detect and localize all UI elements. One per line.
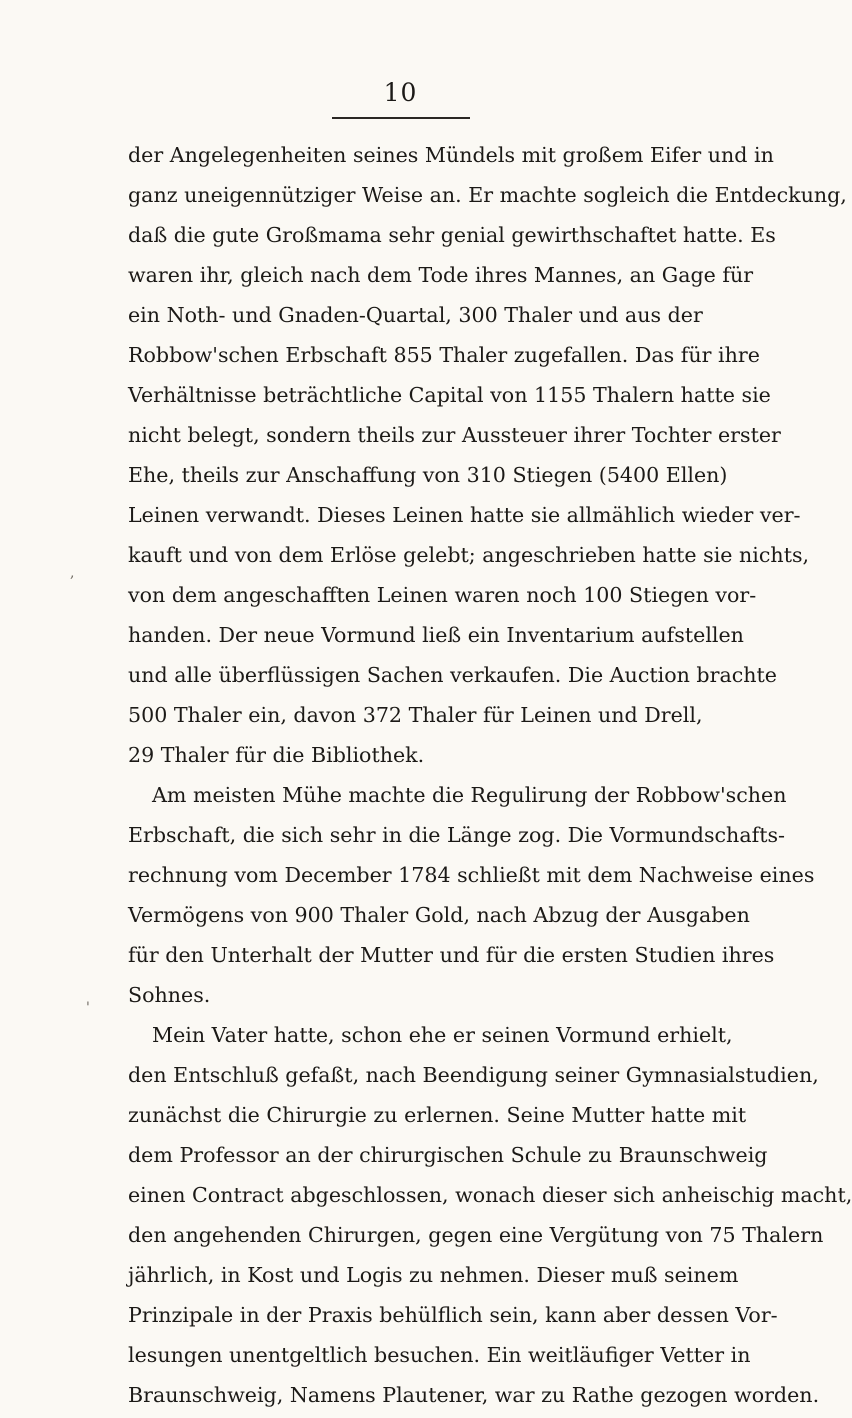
text-line: Ehe, theils zur Anschaffung von 310 Stiegen (5400 Ellen) <box>128 463 728 487</box>
text-line: jährlich, in Kost und Logis zu nehmen. Dieser muß seinem <box>128 1263 739 1287</box>
text-line: zunächst die Chirurgie zu erlernen. Seine Mutter hatte mit <box>128 1103 747 1127</box>
text-line: der Angelegenheiten seines Mündels mit großem Eifer und in <box>128 143 774 167</box>
text-line: von dem angeschafften Leinen waren noch 100 Stiegen vor- <box>128 583 757 607</box>
text-line: Sohnes. <box>128 983 211 1007</box>
text-line: Erbschaft, die sich sehr in die Länge zog. Die Vormundschafts- <box>128 823 786 847</box>
text-line: Mein Vater hatte, schon ehe er seinen Vormund erhielt, <box>152 1023 733 1047</box>
margin-speck: ' <box>86 1000 90 1016</box>
body-text <box>128 135 852 1415</box>
page-number: 10 <box>383 78 418 107</box>
text-line: 500 Thaler ein, davon 372 Thaler für Leinen und Drell, <box>128 703 703 727</box>
text-line: ganz uneigennütziger Weise an. Er machte sogleich die Entdeckung, <box>128 183 847 207</box>
text-line: Braunschweig, Namens Plautener, war zu Rathe gezogen worden. <box>128 1383 820 1407</box>
text-line: den angehenden Chirurgen, gegen eine Vergütung von 75 Thalern <box>128 1223 824 1247</box>
text-line: rechnung vom December 1784 schließt mit dem Nachweise eines <box>128 863 815 887</box>
header-rule <box>332 117 470 119</box>
text-line: den Entschluß gefaßt, nach Beendigung seiner Gymnasialstudien, <box>128 1063 819 1087</box>
text-line: waren ihr, gleich nach dem Tode ihres Mannes, an Gage für <box>128 263 754 287</box>
text-line: handen. Der neue Vormund ließ ein Inventarium aufstellen <box>128 623 744 647</box>
text-line: Leinen verwandt. Dieses Leinen hatte sie allmählich wieder ver- <box>128 503 801 527</box>
text-line: Am meisten Mühe machte die Regulirung der Robbow'schen <box>152 783 787 807</box>
text-line: Robbow'schen Erbschaft 855 Thaler zugefallen. Das für ihre <box>128 343 760 367</box>
text-line: kauft und von dem Erlöse gelebt; angeschrieben hatte sie nichts, <box>128 543 810 567</box>
text-line: ein Noth- und Gnaden-Quartal, 300 Thaler und aus der <box>128 303 703 327</box>
text-line: lesungen unentgeltlich besuchen. Ein weitläufiger Vetter in <box>128 1343 751 1367</box>
text-line: Prinzipale in der Praxis behülflich sein, kann aber dessen Vor- <box>128 1303 778 1327</box>
text-line: Verhältnisse beträchtliche Capital von 1155 Thalern hatte sie <box>128 383 771 407</box>
text-line: 29 Thaler für die Bibliothek. <box>128 743 425 767</box>
text-line: und alle überflüssigen Sachen verkaufen. Die Auction brachte <box>128 663 777 687</box>
text-line: daß die gute Großmama sehr genial gewirthschaftet hatte. Es <box>128 223 776 247</box>
text-line: dem Professor an der chirurgischen Schule zu Braunschweig <box>128 1143 768 1167</box>
text-line: nicht belegt, sondern theils zur Aussteuer ihrer Tochter erster <box>128 423 781 447</box>
margin-speck: , <box>70 565 75 581</box>
text-line: einen Contract abgeschlossen, wonach dieser sich anheischig macht, <box>128 1183 852 1207</box>
text-line: Vermögens von 900 Thaler Gold, nach Abzug der Ausgaben <box>128 903 750 927</box>
text-line: für den Unterhalt der Mutter und für die ersten Studien ihres <box>128 943 775 967</box>
